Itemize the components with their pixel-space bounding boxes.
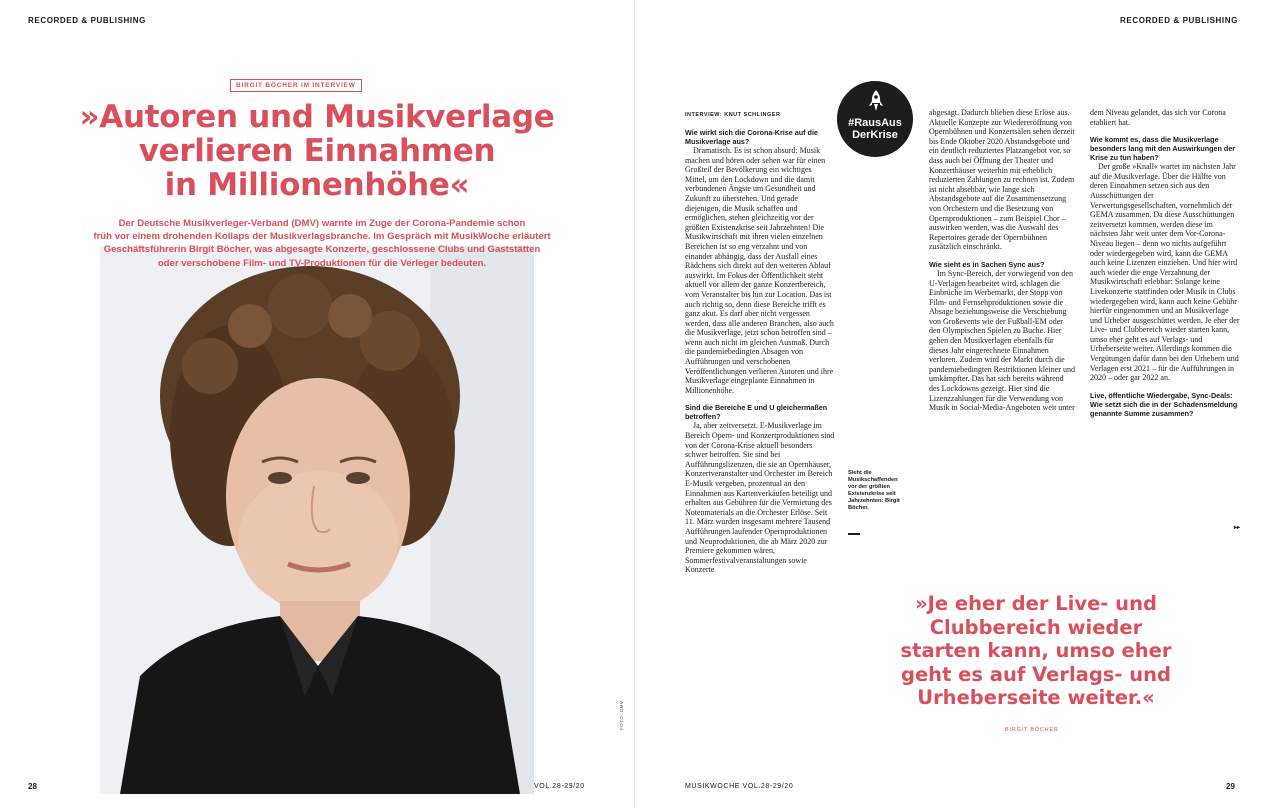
article-column-2 (929, 108, 1075, 540)
headline-line: in Millionenhöhe« (164, 167, 470, 203)
badge-line: #RausAus (848, 117, 902, 129)
pull-quote (866, 592, 1206, 710)
pull-quote-author: BIRGIT BÖCHER (1005, 727, 1059, 733)
photo-caption: Sieht die Musikschaffenden vor der größten Existenzkrise seit Jahrzehnten: Birgit Böcher. (848, 470, 900, 511)
caption-rule (848, 533, 860, 535)
interview-answer: Dramatisch. Es ist schon absurd: Musik machen und hören oder sehen war für einen Großteil der Bevölkerung ein wichtiges Mittel, um den Lockdown und die damit verbundenen Ängste um Gesundheit und Zukunft zu überstehen. Und gerade diejenigen, die Musik schaffen und ermöglichen, stehen gleichzeitig vor der größten Existenzkrise seit Jahrzehnten! Die Musikwirtschaft mit ihren vielen einzelnen Bereichen ist so eng verzahnt und von einander abhängig, dass der Ausfall eines Rädchens sich direkt auf den weiteren Ablauf auswirkt. Im Fokus der Öffentlichkeit steht aktuell vor allem der ganze Konzertbereich, vom Veranstalter bis hin zur Location. Das ist auch richtig so, denn diese Bereiche trifft es ganz akut. Es darf aber nicht vergessen werden, dass alle anderen Branchen, also auch die Musikverlage, jetzt schon betroffen sind – wenn auch nicht im gleichen Ausmaß. Durch die pandemiebedingten Absagen von Aufführungen und verschobenen Veröffentlichungen verlieren Autoren und ihre Musikverlage eingeplante Einnahmen in Millionenhöhe. (685, 146, 834, 395)
portrait-illustration (100, 246, 534, 794)
section-label-left: RECORDED & PUBLISHING (28, 16, 146, 25)
intro-line: Geschäftsführerin Birgit Böcher, was abgesagte Konzerte, geschlossene Clubs und Gaststätten (103, 244, 541, 256)
badge-line: DerKrise (852, 129, 898, 141)
kicker-label: BIRGIT BÖCHER IM INTERVIEW (230, 79, 362, 92)
page-number-right: 29 (1226, 782, 1235, 791)
interview-answer: Der große »Knall« wartet im nächsten Jahr auf die Musikverlage. Über die Hälfte von deren Einnahmen setzen sich aus den Ausschüttungen der Verwertungsgesellschaften, vornehmlich der GEMA zusammen. Da diese Ausschüttungen zeitversetzt kommen, werden diese im nächsten Jahr weit unter dem Vor-Corona-Niveau liegen – denn wo nichts aufgeführt oder wiedergegeben wird, kann die GEMA auch keine Lizenzen einziehen. Und hier wird auch wieder die enge Verzahnung der Musikwirtschaft erlebbar: Solange keine Livekonzerte stattfinden oder Musik in Clubs wiedergegeben wird, kann auch keine Gebühr hierfür eingenommen und an Musikverlage und Urheber ausgeschüttet werden. Je eher der Live- und Clubbereich wieder starten kann, umso eher geht es auf Verlags- und Urheberseite weiter. Allerdings kommen die Vergütungen dafür dann bei den Urhebern und Verlagen erst 2021 – für die Aufführungen in 2020 – oder gar 2022 an. (1090, 162, 1240, 383)
portrait-photo (100, 246, 534, 794)
intro-line: oder verschobene Film- und TV-Produktionen für die Verleger bedeuten. (157, 257, 487, 269)
rocket-icon (867, 89, 885, 113)
page-gutter (634, 0, 635, 808)
pull-quote-line: »Je eher der Live- und (915, 592, 1157, 615)
folio-right: MUSIKWOCHE VOL.28-29/20 (685, 783, 794, 790)
intro-text (62, 217, 582, 270)
continue-mark: ▸▸ (1234, 525, 1241, 531)
page-number-left: 28 (28, 782, 37, 791)
headline (30, 100, 604, 202)
folio-left: VOL.28-29/20 (534, 783, 585, 790)
intro-line: Der Deutsche Musikverleger-Verband (DMV) warnte im Zuge der Corona-Pandemie schon (118, 218, 526, 229)
headline-line: »Autoren und Musikverlage (79, 99, 555, 135)
interview-question: Wie kommt es, dass die Musikverlage besonders lang mit den Auswirkungen der Krise zu tun haben? (1090, 135, 1236, 163)
pull-quote-line: starten kann, umso eher (900, 639, 1172, 662)
interview-question: Live, öffentliche Wiedergabe, Sync-Deals: Wie setzt sich die in der Schadensmeldung genannte Summe zusammen? (1090, 390, 1238, 418)
article-column-1 (685, 128, 835, 764)
pull-quote-line: Urheberseite weiter.« (917, 686, 1155, 709)
interview-answer: dem Niveau gelandet, das sich vor Corona etabliert hat. (1090, 108, 1226, 127)
section-label-right: RECORDED & PUBLISHING (1120, 16, 1238, 25)
byline: INTERVIEW: KNUT SCHLINGER (685, 112, 781, 118)
hashtag-badge (837, 81, 913, 157)
pull-quote-line: geht es auf Verlags- und (901, 662, 1171, 686)
interview-answer: Ja, aber zeitversetzt. E-Musikverlage im Bereich Opern- und Konzertproduktionen sind von der Corona-Krise aktuell besonders schwer betroffen. Sie sind bei Aufführungslizenzen, die sie an Opernhäuser, Konzertveranstalter und Orchester im Bereich E-Musik vergeben, prozentual an den Einnahmen aus Kartenverkäufen beteiligt und erhalten aus Gebühren für die Vermietung des Notenmaterials an die Orchester Erlöse. Seit 11. März wurden insgesamt mehrere Tausend Aufführungen laufender Opernproduktionen und Neuproduktionen, die ab März 2020 zur Premiere gekommen wären, Sommerfestivalveranstaltungen sowie Konzerte (685, 421, 835, 575)
photo-credit: FOTO: DMV (619, 700, 624, 730)
interview-question: Wie sieht es in Sachen Sync aus? (929, 259, 1045, 269)
interview-answer: Im Sync-Bereich, der vorwiegend von den U-Verlagen bearbeitet wird, schlagen die Einbrüche im Werbemarkt, der Stopp von Film- und Fernsehproduktionen sowie die Absage beziehungsweise die Verschiebung von Großevents wie der Fußball-EM oder den Olympischen Spielen zu Buche. Hier gehen den Musikverlagen ebenfalls für dieses Jahr eingerechnete Einnahmen verloren. Zudem wird der Markt durch die pandemiebedingten Restriktionen kleiner und umkämpfter. Das hat sich bereits während des Lockdowns gezeigt. Hier sind die Lizenzzahlungen für die Verwendung von Musik in Social-Media-Angeboten weit unter (929, 268, 1075, 413)
article-column-3 (1090, 108, 1240, 534)
interview-answer: abgesagt. Dadurch blieben diese Erlöse aus. Aktuelle Konzepte zur Wiedereröffnung von Opernbühnen und Konzertsälen sehen derzeit bis Ende Oktober 2020 Abstandsgebote und ein deutlich reduziertes Platzangebot vor, so dass auch bei Öffnung der Theater und Konzerthäuser weiterhin mit erheblich reduzierten Zahlungen zu rechnen ist. Zudem ist nicht absehbar, wie lange sich Abstandsgebote auf die Zusammensetzung von Orchestern und die Besetzung von Opernproduktionen – zum Beispiel Chor – auswirken werden, was die Auswahl des Repertoires gerade der Opernbühnen zusätzlich einschränkt. (929, 108, 1075, 252)
interview-question: Wie wirkt sich die Corona-Krise auf die Musikverlage aus? (685, 128, 818, 146)
interview-question: Sind die Bereiche E und U gleichermaßen betroffen? (685, 403, 828, 422)
headline-line: verlieren Einnahmen (138, 133, 496, 169)
pull-quote-line: Clubbereich wieder (929, 615, 1143, 639)
intro-line: früh vor einem drohenden Kollaps der Musikverlagsbranche. Im Gespräch mit MusikWoche erläutert (93, 231, 551, 243)
